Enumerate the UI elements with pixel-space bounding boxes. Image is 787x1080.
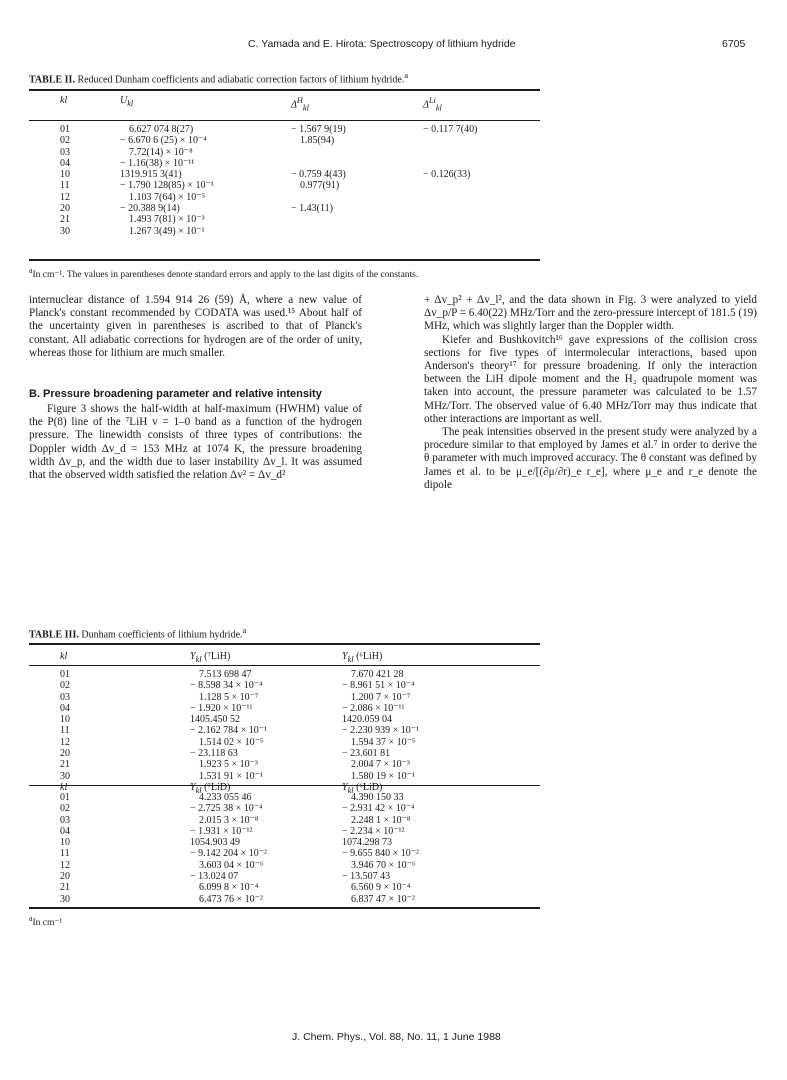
table2-header-u [120,95,291,114]
value-cell [423,226,477,237]
value-cell [291,158,423,169]
table3-header-y6lid-sub: kl [347,786,354,795]
value-cell: − 13.024 07 [190,871,239,883]
row-index-cell: 11 [60,725,70,737]
row-index-cell: 12 [60,191,70,203]
left-column [29,294,362,482]
table2-header-kl: kl [60,95,68,106]
value-cell: − 1.790 128(85) × 10⁻¹ [120,180,214,192]
table2-caption-label: TABLE II. [29,74,75,86]
row-index-cell: 04 [60,702,70,714]
value-cell: 1.923 5 × 10⁻³ [199,759,258,771]
value-cell: 1.594 37 × 10⁻⁵ [351,736,416,748]
value-cell [291,214,423,225]
value-cell [423,147,477,158]
table-row [60,203,477,214]
table3-header-y7lih-symbol: Y [190,651,196,662]
row-index-cell: 21 [60,882,70,894]
value-cell [423,180,477,191]
table3-footnote-text: In cm⁻¹ [32,918,63,929]
table-row [60,771,419,782]
table-row [60,894,419,905]
table-row [60,871,419,882]
table3-header-kl: kl [60,651,68,662]
value-cell: − 1.16(38) × 10⁻¹¹ [120,157,195,169]
value-cell: − 9.142 204 × 10⁻² [190,848,268,860]
row-index-cell: 21 [60,759,70,771]
row-index-cell: 04 [60,157,70,169]
table-row [60,826,419,837]
row-index-cell: 04 [60,825,70,837]
value-cell: 7.72(14) × 10⁻⁸ [129,146,193,158]
table3-header-y6lih-species: (⁶LiH) [356,651,383,662]
table3-header-top [60,651,382,665]
table-row [60,837,419,848]
running-head: C. Yamada and E. Hirota: Spectroscopy of lithium hydride [248,38,516,50]
page-number: 6705 [722,38,746,50]
value-cell: 7.670 421 28 [351,669,404,680]
value-cell: 6.473 76 × 10⁻² [199,893,263,905]
row-index-cell: 20 [60,748,70,760]
row-index-cell: 10 [60,837,70,849]
table-row [60,714,419,725]
value-cell: 6.560 9 × 10⁻⁴ [351,882,411,894]
value-cell [423,214,477,225]
table-row [60,759,419,770]
value-cell: − 8.961 51 × 10⁻⁴ [342,680,415,692]
section-heading: B. Pressure broadening parameter and relative intensity [29,388,322,401]
table-row [60,169,477,180]
table-row [60,180,477,191]
value-cell: − 13.507 43 [342,871,391,883]
table-row [60,680,419,691]
table2-header-u-sub: kl [127,99,134,108]
value-cell [291,192,423,203]
row-index-cell: 12 [60,859,70,871]
table2-header-delta-h [291,95,423,114]
table3-header-row-lih [60,651,382,665]
row-index-cell: 03 [60,814,70,826]
value-cell: 1405.450 52 [190,714,240,726]
left-paragraph-2: Figure 3 shows the half-width at half-maximum (HWHM) value of the P(8) line of the ⁷LiH v = 1–0 band as a function of the hydrogen pressure. The linewidth consists of three types of contributions: the Doppler width Δv_d = 153 MHz at 1074 K, the pressure broadening width Δv_p, and the width due to laser instability Δv_l. It was assumed that the observed width satisfied the relation Δv² = Δv_d² [29,403,362,482]
value-cell: − 1.567 9(19) [291,124,346,135]
table2-footnote-text: In cm⁻¹. The values in parentheses denote standard errors and apply to the last digits of the constants. [32,270,419,281]
table3-header-y7lid-sub: kl [195,786,202,795]
value-cell: 1.267 3(49) × 10⁻¹ [129,225,205,237]
value-cell: 1.580 19 × 10⁻¹ [351,770,415,782]
journal-footer: J. Chem. Phys., Vol. 88, No. 11, 1 June 1988 [292,1031,501,1043]
row-index-cell: 02 [60,680,70,692]
value-cell: − 1.931 × 10⁻¹² [190,825,253,837]
value-cell: 1.128 5 × 10⁻⁷ [199,691,259,703]
table-row [60,737,419,748]
row-index-cell: 20 [60,871,70,883]
table2-header-delta-li [423,95,442,114]
table2-footnote-mark: a [29,266,33,275]
table3-caption-text: Dunham coefficients of lithium hydride. [81,629,243,641]
table-row [60,124,477,135]
value-cell: − 2.162 784 × 10⁻¹ [190,725,268,737]
table-row [60,748,419,759]
value-cell: 1.200 7 × 10⁻⁷ [351,691,411,703]
row-index-cell: 02 [60,803,70,815]
value-cell: − 0.126(33) [423,169,471,181]
table3-header-y7lid-symbol: Y [190,782,196,793]
row-index-cell: 01 [60,669,70,680]
value-cell: 4.390 150 33 [351,792,404,803]
value-cell: − 0.117 7(40) [423,124,478,135]
value-cell: − 2.086 × 10⁻¹¹ [342,702,405,714]
row-index-cell: 21 [60,214,70,226]
value-cell [423,135,477,146]
row-index-cell: 30 [60,770,70,782]
value-cell: 1420.059 04 [342,714,392,726]
row-index-cell: 12 [60,736,70,748]
table2-header-delta-h-sup: H [296,96,303,105]
table-row [60,192,477,203]
table3-caption-label: TABLE III. [29,629,79,641]
table-row [60,135,477,146]
table3-header-y7lih-species: (⁷LiH) [204,651,231,662]
table2-header-delta-li-sub: kl [435,103,442,113]
table3-header-y6lid-symbol: Y [342,782,348,793]
row-index-cell: 02 [60,135,70,147]
table3-header-y6lih [342,651,382,665]
table3-bottom-rule [29,907,540,909]
value-cell: 1319.915 3(41) [120,169,182,181]
table-row [60,692,419,703]
value-cell: 2.015 3 × 10⁻⁸ [199,814,259,826]
table-row [60,158,477,169]
table2-caption-text: Reduced Dunham coefficients and adiabatic correction factors of lithium hydride. [77,74,405,86]
row-index-cell: 30 [60,225,70,237]
value-cell: − 0.759 4(43) [291,169,346,181]
right-paragraph-1: + Δv_p² + Δv_l², and the data shown in Fig. 3 were analyzed to yield Δv_p/P = 6.40(22) MHz/Torr and the zero-pressure intercept of 181.5 (19) MHz, which was slightly larger than the Doppler width. [424,294,757,333]
table-row [60,703,419,714]
value-cell [423,203,477,214]
table3-footnote-mark: a [29,914,33,923]
value-cell: 6.837 47 × 10⁻² [351,893,415,905]
table-row [60,792,419,803]
row-index-cell: 11 [60,848,70,860]
left-paragraph-1: internuclear distance of 1.594 914 26 (59) Å, where a new value of Planck's constant recommended by CODATA was used.¹⁵ About half of the uncertainty given in parentheses is ascribed to that of Planck's constant. All adiabatic corrections for hydrogen are of the order of unity, whereas those for lithium are much smaller. [29,294,362,359]
value-cell: 1074.298 73 [342,837,392,849]
value-cell: 1.531 91 × 10⁻¹ [199,770,263,782]
table3-header-y6lih-symbol: Y [342,651,348,662]
row-index-cell: 03 [60,146,70,158]
table3-footnote [29,914,62,928]
table2-header-delta-li-symbol: Δ [423,99,429,111]
value-cell: 3.946 70 × 10⁻⁶ [351,859,416,871]
row-index-cell: 20 [60,203,70,215]
table2-caption-mark: a [404,71,409,80]
table3-header-y6lih-sub: kl [347,655,354,664]
table3-header-y7lih-sub: kl [195,655,202,664]
value-cell: 1.85(94) [300,135,335,147]
value-cell: 1.103 7(64) × 10⁻⁵ [129,191,206,203]
table-row [60,214,477,225]
table-row [60,147,477,158]
table-row [60,848,419,859]
value-cell: − 6.670 6 (25) × 10⁻⁴ [120,135,207,147]
table3-header-y7lid-species: (⁷LiD) [204,782,231,793]
table2-header-u-symbol: U [120,95,128,106]
table-row [60,226,477,237]
value-cell: 3.603 04 × 10⁻⁶ [199,859,264,871]
table3-body-lih [60,669,419,782]
table2-top-rule [29,89,540,91]
row-index-cell: 11 [60,180,70,192]
row-index-cell: 10 [60,714,70,726]
value-cell [423,192,477,203]
table2-footnote [29,266,418,280]
value-cell: − 2.230 939 × 10⁻¹ [342,725,420,737]
value-cell: 7.513 698 47 [199,669,252,680]
table2-header-delta-li-sup: Li [428,96,436,105]
value-cell: − 2.234 × 10⁻¹² [342,825,405,837]
table2-body [60,124,477,237]
value-cell: 1054.903 49 [190,837,240,849]
value-cell: − 9.655 840 × 10⁻² [342,848,420,860]
table-row [60,882,419,893]
value-cell: 4.233 055 46 [199,792,252,803]
table-row [60,725,419,736]
table3-header-kl-lid: kl [60,782,68,793]
value-cell: − 23.118 63 [190,748,238,760]
value-cell: − 23.601 81 [342,748,391,760]
value-cell: 1.514 02 × 10⁻⁵ [199,736,264,748]
table2-caption [29,71,408,85]
table3-caption-mark: a [242,626,247,635]
table-row [60,815,419,826]
value-cell: 2.004 7 × 10⁻³ [351,759,410,771]
value-cell: 2.248 1 × 10⁻⁸ [351,814,411,826]
right-paragraph-2: Kiefer and Bushkovitch¹⁶ gave expressions of the collision cross sections for five types of intermolecular interactions, based upon Anderson's theory¹⁷ for pressure broadening. If only the interaction between the LiH dipole moment and the H₂ quadrupole moment was taken into account, the pressure parameter was calculated to be 1.57 MHz/Torr. The observed value of 6.40 MHz/Torr may thus indicate that other interactions are important as well. [424,333,757,425]
row-index-cell: 03 [60,691,70,703]
value-cell [291,226,423,237]
value-cell: 0.977(91) [300,180,340,192]
value-cell: − 1.920 × 10⁻¹¹ [190,702,253,714]
value-cell: − 8.598 34 × 10⁻⁴ [190,680,263,692]
value-cell: − 1.43(11) [291,203,333,215]
table-row [60,803,419,814]
table-row [60,860,419,871]
value-cell: 1.493 7(81) × 10⁻³ [129,214,205,226]
table3-caption [29,626,246,640]
right-column [424,294,757,492]
row-index-cell: 01 [60,792,70,803]
right-paragraph-3: The peak intensities observed in the present study were analyzed by a procedure similar to that employed by James et al.⁷ in order to derive the θ parameter with much improved accuracy. The θ constant was defined by James et al. to be μ_e/[(∂μ/∂r)_e r_e], where μ_e and r_e denote the dipole [424,426,757,491]
value-cell: 6.627 074 8(27) [129,124,194,135]
value-cell [291,147,423,158]
row-index-cell: 30 [60,893,70,905]
table3-body-lid [60,792,419,905]
value-cell: − 20.388 9(14) [120,203,180,215]
row-index-cell: 10 [60,169,70,181]
value-cell: 6.099 8 × 10⁻⁴ [199,882,259,894]
table2-header [60,95,442,114]
table3-header-y7lih [190,651,342,665]
value-cell: − 2.725 38 × 10⁻⁴ [190,803,263,815]
value-cell [423,158,477,169]
table3-top-rule [29,643,540,645]
table2-bottom-rule [29,259,540,261]
row-index-cell: 01 [60,124,70,135]
table3-header-y6lid-species: (⁶LiD) [356,782,383,793]
table2-header-rule [29,120,540,121]
value-cell: − 2.931 42 × 10⁻⁴ [342,803,415,815]
table2-header-delta-h-sub: kl [302,103,309,113]
table-row [60,669,419,680]
table2-header-row [60,95,442,114]
table2-header-delta-h-symbol: Δ [291,99,297,111]
